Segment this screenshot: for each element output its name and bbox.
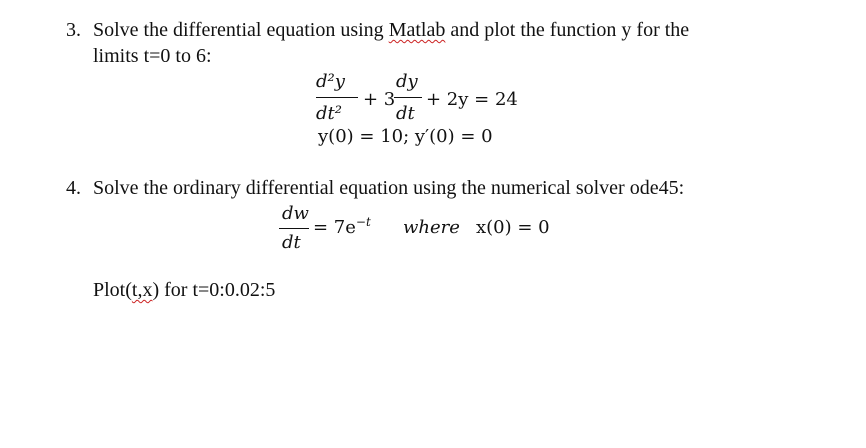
eq3-frac2-numerator: dy — [396, 71, 418, 92]
problem-4-number: 4. — [66, 177, 81, 199]
eq3-frac1-line — [316, 97, 358, 98]
eq3-initial-conditions: y(0) = 10; y′(0) = 0 — [318, 126, 493, 147]
eq3-frac1-numerator: d²y — [316, 71, 345, 92]
eq4-rhs-exponent: −t — [355, 215, 371, 229]
problem-3-number: 3. — [66, 19, 81, 41]
eq4-rhs — [313, 217, 371, 238]
problem-3-text-post: and plot the function y for the — [445, 19, 690, 41]
eq4-frac-line — [279, 228, 309, 229]
plot-instruction — [93, 279, 275, 302]
eq4-initial-condition: x(0) = 0 — [476, 217, 550, 238]
problem-3-text-pre: Solve the differential equation using — [93, 19, 389, 41]
eq3-frac2-line — [394, 97, 422, 98]
eq3-frac1-denominator: dt² — [316, 103, 342, 124]
matlab-word: Matlab — [388, 19, 446, 41]
eq4-frac-denominator: dt — [282, 232, 301, 253]
eq3-frac2-denominator: dt — [396, 103, 415, 124]
problem-3-line-2: limits t=0 to 6: — [93, 45, 212, 67]
plot-text-post: ) for t=0:0.02:5 — [152, 279, 276, 301]
problem-3-line-1 — [93, 19, 689, 42]
eq4-frac-numerator: dw — [282, 203, 309, 224]
eq3-plus-3: + 3 — [363, 89, 396, 110]
eq3-rest: + 2y = 24 — [426, 89, 518, 110]
eq4-rhs-base: = 7e — [313, 217, 356, 238]
eq4-where: where — [403, 217, 460, 238]
plot-text-pre: Plot( — [93, 279, 132, 301]
problem-4-line-1: Solve the ordinary differential equation using the numerical solver ode45: — [93, 177, 685, 199]
plot-args: t,x — [131, 279, 153, 301]
